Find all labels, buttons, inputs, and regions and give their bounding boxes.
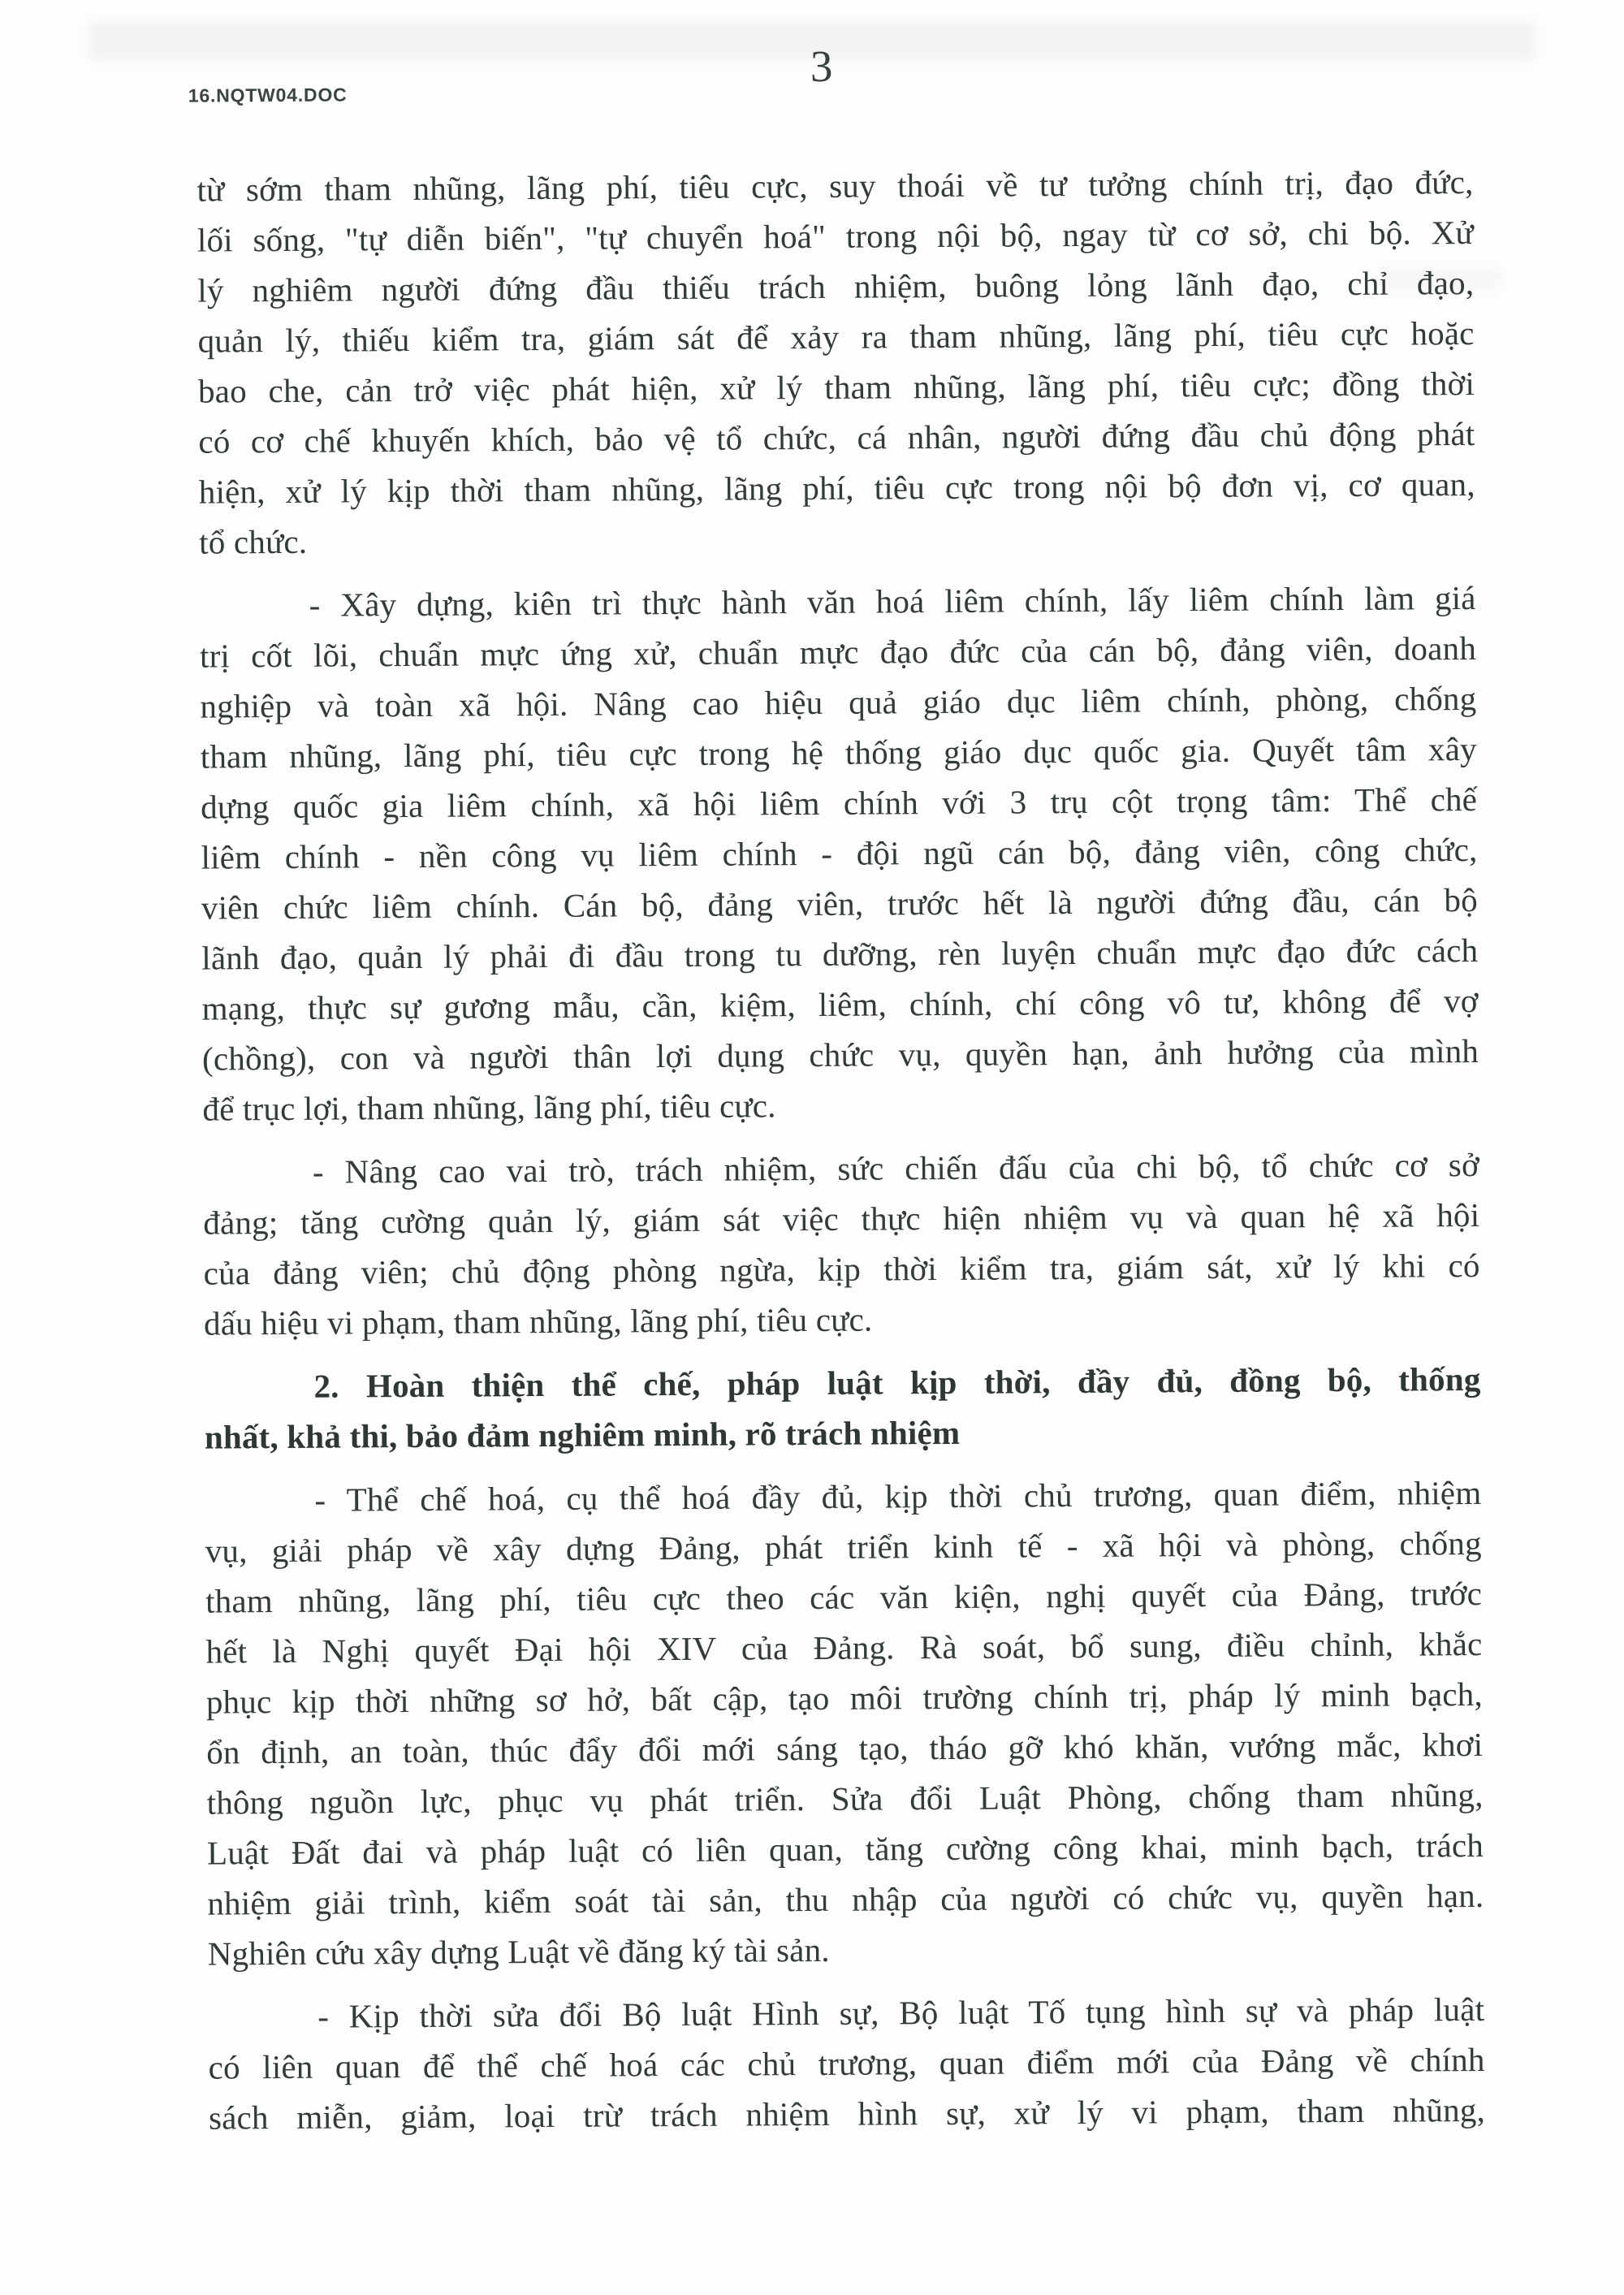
- text-line: lối sống, "tự diễn biến", "tự chuyển hoá" trong nội bộ, ngay từ cơ sở, chi bộ. Xử: [197, 214, 1474, 259]
- text-line: từ sớm tham nhũng, lãng phí, tiêu cực, suy thoái về tư tưởng chính trị, đạo đức,: [197, 163, 1474, 209]
- text-line: liêm chính - nền công vụ liêm chính - đội ngũ cán bộ, đảng viên, công chức,: [201, 830, 1478, 876]
- text-line: của đảng viên; chủ động phòng ngừa, kịp thời kiểm tra, giám sát, xử lý khi có: [203, 1246, 1480, 1292]
- text-line: trị cốt lõi, chuẩn mực ứng xử, chuẩn mực đạo đức của cán bộ, đảng viên, doanh: [199, 629, 1477, 675]
- text-line: (chồng), con và người thân lợi dụng chức vụ, quyền hạn, ảnh hưởng của mình: [201, 1031, 1479, 1078]
- text-line: quản lý, thiếu kiểm tra, giám sát để xảy ra tham nhũng, lãng phí, tiêu cực hoặc: [197, 314, 1475, 360]
- text-line: Luật Đất đai và pháp luật có liên quan, tăng cường công khai, minh bạch, trách: [206, 1826, 1484, 1872]
- text-line: tổ chức.: [199, 522, 308, 561]
- text-line: tham nhũng, lãng phí, tiêu cực theo các văn kiện, nghị quyết của Đảng, trước: [205, 1574, 1483, 1620]
- text-line: nghiệp và toàn xã hội. Nâng cao hiệu quả giáo dục liêm chính, phòng, chống: [200, 679, 1477, 725]
- text-line: hiện, xử lý kịp thời tham nhũng, lãng phí, tiêu cực trong nội bộ đơn vị, cơ quan,: [198, 465, 1475, 511]
- text-line: - Kịp thời sửa đổi Bộ luật Hình sự, Bộ luật Tố tụng hình sự và pháp luật: [317, 1990, 1485, 2035]
- text-line: viên chức liêm chính. Cán bộ, đảng viên, trước hết là người đứng đầu, cán bộ: [201, 880, 1479, 927]
- text-line: lý nghiêm người đứng đầu thiếu trách nhiệm, buông lỏng lãnh đạo, chỉ đạo,: [197, 264, 1475, 309]
- text-line: sách miễn, giảm, loại trừ trách nhiệm hình sự, xử lý vi phạm, tham nhũng,: [208, 2090, 1486, 2137]
- document-filename: 16.NQTW04.DOC: [188, 84, 348, 106]
- text-line: - Xây dựng, kiên trì thực hành văn hoá liêm chính, lấy liêm chính làm giá: [309, 578, 1476, 624]
- text-line: nhiệm giải trình, kiểm soát tài sản, thu nhập của người có chức vụ, quyền hạn.: [207, 1876, 1484, 1922]
- text-line: có cơ chế khuyến khích, bảo vệ tổ chức, cá nhân, người đứng đầu chủ động phát: [198, 415, 1475, 460]
- paragraph: [199, 560, 1479, 1135]
- paragraph: [208, 1971, 1485, 2143]
- paragraph: [205, 1454, 1484, 1979]
- text-line: nhất, khả thi, bảo đảm nghiêm minh, rõ trách nhiệm: [204, 1413, 961, 1456]
- text-line: - Thể chế hoá, cụ thể hoá đầy đủ, kịp thời chủ trương, quan điểm, nhiệm: [314, 1473, 1482, 1519]
- text-line: để trục lợi, tham nhũng, lãng phí, tiêu cực.: [202, 1087, 776, 1128]
- section-heading: [204, 1341, 1481, 1463]
- text-line: phục kịp thời những sơ hở, bất cập, tạo môi trường chính trị, pháp lý minh bạch,: [205, 1675, 1483, 1721]
- text-line: dựng quốc gia liêm chính, xã hội liêm chính với 3 trụ cột trọng tâm: Thể chế: [201, 780, 1478, 826]
- text-line: Nghiên cứu xây dựng Luật về đăng ký tài sản.: [207, 1930, 830, 1973]
- text-line: tham nhũng, lãng phí, tiêu cực trong hệ thống giáo dục quốc gia. Quyết tâm xây: [200, 729, 1477, 776]
- text-line: vụ, giải pháp về xây dựng Đảng, phát triển kinh tế - xã hội và phòng, chống: [205, 1524, 1482, 1570]
- text-line: thông nguồn lực, phục vụ phát triển. Sửa đổi Luật Phòng, chống tham nhũng,: [206, 1775, 1484, 1822]
- text-line: dấu hiệu vi phạm, tham nhũng, lãng phí, tiêu cực.: [203, 1300, 873, 1342]
- text-line: hết là Nghị quyết Đại hội XIV của Đảng. Rà soát, bổ sung, điều chỉnh, khắc: [205, 1624, 1483, 1670]
- text-line: mạng, thực sự gương mẫu, cần, kiệm, liêm, chính, chí công vô tư, không để vợ: [201, 981, 1479, 1027]
- page-number: 3: [810, 41, 833, 91]
- text-line: lãnh đạo, quản lý phải đi đầu trong tu dưỡng, rèn luyện chuẩn mực đạo đức cách: [201, 931, 1479, 977]
- text-line: đảng; tăng cường quản lý, giám sát việc thực hiện nhiệm vụ và quan hệ xã hội: [203, 1195, 1480, 1242]
- paragraph: [197, 157, 1475, 568]
- text-line: 2. Hoàn thiện thể chế, pháp luật kịp thời, đầy đủ, đồng bộ, thống: [313, 1359, 1481, 1405]
- paragraph: [203, 1126, 1481, 1349]
- text-line: có liên quan để thể chế hoá các chủ trương, quan điểm mới của Đảng về chính: [208, 2040, 1485, 2086]
- document-body: [197, 157, 1485, 2143]
- text-line: bao che, cản trở việc phát hiện, xử lý tham nhũng, lãng phí, tiêu cực; đồng thời: [197, 365, 1475, 410]
- text-line: - Nâng cao vai trò, trách nhiệm, sức chiến đấu của chi bộ, tổ chức cơ sở: [312, 1145, 1480, 1191]
- text-line: ổn định, an toàn, thúc đẩy đổi mới sáng tạo, tháo gỡ khó khăn, vướng mắc, khơi: [206, 1725, 1484, 1771]
